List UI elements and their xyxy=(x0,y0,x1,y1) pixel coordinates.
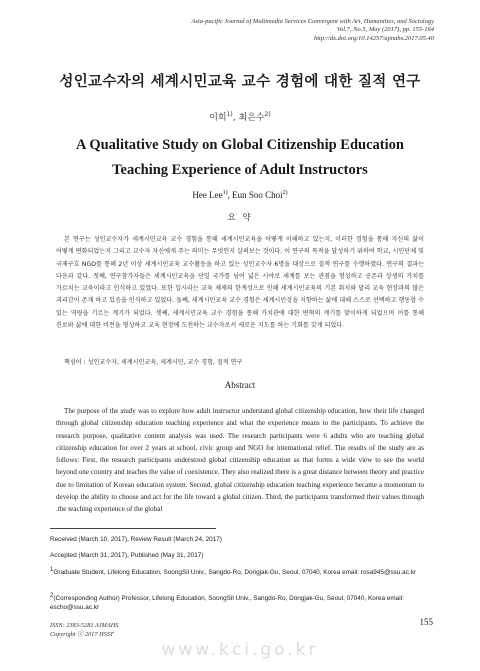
title-korean: 성인교수자의 세계시민교육 교수 경험에 대한 질적 연구 xyxy=(59,74,421,90)
journal-volume: Vol.7, No.5, May (2017), pp. 155-164 xyxy=(336,26,434,34)
title-english-line2: Teaching Experience of Adult Instructors xyxy=(112,162,368,178)
author-2-ko-mark: 2) xyxy=(264,111,271,118)
footnote-2-text: (Corresponding Author) Professor, Lifelong Education, SoongSil Univ., Sangdo-Ro, Dongjak-Gu, Seoul, 07040, Korea email: escho@ssu.ac.kr xyxy=(50,595,404,612)
author-1-en-mark: 1) xyxy=(222,190,228,196)
footnote-author-2 xyxy=(50,594,430,613)
author-2-en-mark: 2) xyxy=(282,190,288,196)
authors-english: Hee Lee$^{1)}$, Eun Soo Choi$^{2)}$ xyxy=(192,190,288,200)
footnote-author-1 xyxy=(50,568,430,577)
copyright-text: Copyright ⓒ 2017 HSST xyxy=(50,630,114,638)
author-1-ko: 이희 xyxy=(209,113,227,123)
footnote-2-mark: 2 xyxy=(50,592,54,599)
abstract-english-heading: Abstract xyxy=(224,380,256,390)
journal-header xyxy=(114,18,434,43)
title-english xyxy=(0,133,480,183)
page-number: 155 xyxy=(419,617,433,627)
abstract-korean-body: 본 연구는 성인교수자가 세계시민교육 교수 경험을 통해 세계시민교육을 어떻게 이해하고 있는지, 이러한 경험을 통해 자신의 삶이 어떻게 변화되었는지 그리고 교수자 자신에게 주는 의미는 무엇인지 살펴보는 것이다. 이 연구의 목적을 달성하기 위하여 학교, 시민단체 및 국제구호 NGO를 통해 2년 이상 세계시민교육 교수활동을 하고 있는 성인교수자 6명을 대상으로 질적 연구를 수행하였다. 연구의 결과는 다음과 같다. 첫째, 연구참가자들은 세계시민교육을 단일 국가를 넘어 넓은 시야로 세계를 보는 관점을 형성하고 공존과 상생의 가치를 가르치는 교육이라고 인식하고 있었다. 또한 입시라는 교육 체제의 한계성으로 인해 세계시민교육의 기본 취지와 달리 교육 현장과의 많은 괴리감이 존재 하고 있음을 인식하고 있었다. 둘째, 세계시민교육 교수 경험은 세계시민성을 지향하는 삶에 대해 스스로 선택하고 행동할 수 있는 역량을 기르는 계기가 되었다. 셋째, 세계시민교육 교수 경험을 통해 가치관에 대한 변혁의 계기를 맞이하게 되었으며 이를 통해 진로와 삶에 대한 비전을 형성하고 교육 현장에 도전하는 교수자로서 새로운 지도를 하는 기회를 갖게 되었다. xyxy=(56,236,424,330)
received-dates: Received (March 10, 2017), Review Result (March 24, 2017) xyxy=(50,536,222,543)
author-2-ko: 최은수 xyxy=(238,113,265,123)
keywords-korean: 핵심어 : 성인교수자, 세계시민교육, 세계시민, 교수 경험, 질적 연구 xyxy=(64,359,243,366)
accepted-dates: Accepted (March 31, 2017), Published (May 31, 2017) xyxy=(50,552,204,559)
footnote-divider xyxy=(50,528,216,529)
authors-korean: 이희$^{1)}$, 최은수$^{2)}$ xyxy=(209,111,271,123)
author-1-ko-mark: 1) xyxy=(226,111,233,118)
title-english-line1: A Qualitative Study on Global Citizenship Education xyxy=(76,137,404,153)
abstract-english-body: The purpose of the study was to explore how adult instructor understand global citizenship education, how their life changed through global citizenship education teaching experience and what the experience means to the participants. To achieve the research purpose, qualitative content analysis was used. The research participants were 6 adults who are teaching global citizenship education for over 2 years at school, civic group and NGO for international relief. The results of the study are as follows: First, the research participants understood global citizenship education as that forms a wide view to see the world beyond one country and teaches the value of coexistence. They also realized there is a great distance between theory and practice due to limitation of Korean education system. Second, global citizenship education teaching experience became a momentum to develop the ability to choose and act for the life toward a global citizen. Third, the participants transformed their values through .the teaching experience of the global xyxy=(56,407,424,514)
author-1-en: Hee Lee xyxy=(192,190,223,200)
footnote-1-mark: 1 xyxy=(50,566,54,573)
author-2-en: Eun Soo Choi xyxy=(232,190,283,200)
issn-block xyxy=(50,622,118,639)
journal-name: Asia-pacific Journal of Multimedia Services Convergent with Art, Humanities, and Sociology xyxy=(191,18,434,25)
footnote-1-text: Graduate Student, Lifelong Education, SoongSil Univ., Sangdo-Ro, Dongjak-Gu, Seoul, 07040, Korea email: rosa945@ssu.ac.kr xyxy=(53,569,417,576)
journal-doi[interactable]: http://dx.doi.org/10.14257/ajmahs.2017.05.40 xyxy=(313,34,434,42)
abstract-korean-heading: 요 약 xyxy=(227,213,253,223)
watermark: www.kci.go.kr xyxy=(161,640,319,660)
issn-text: ISSN: 2383-5281 AJMAHS xyxy=(50,622,119,629)
